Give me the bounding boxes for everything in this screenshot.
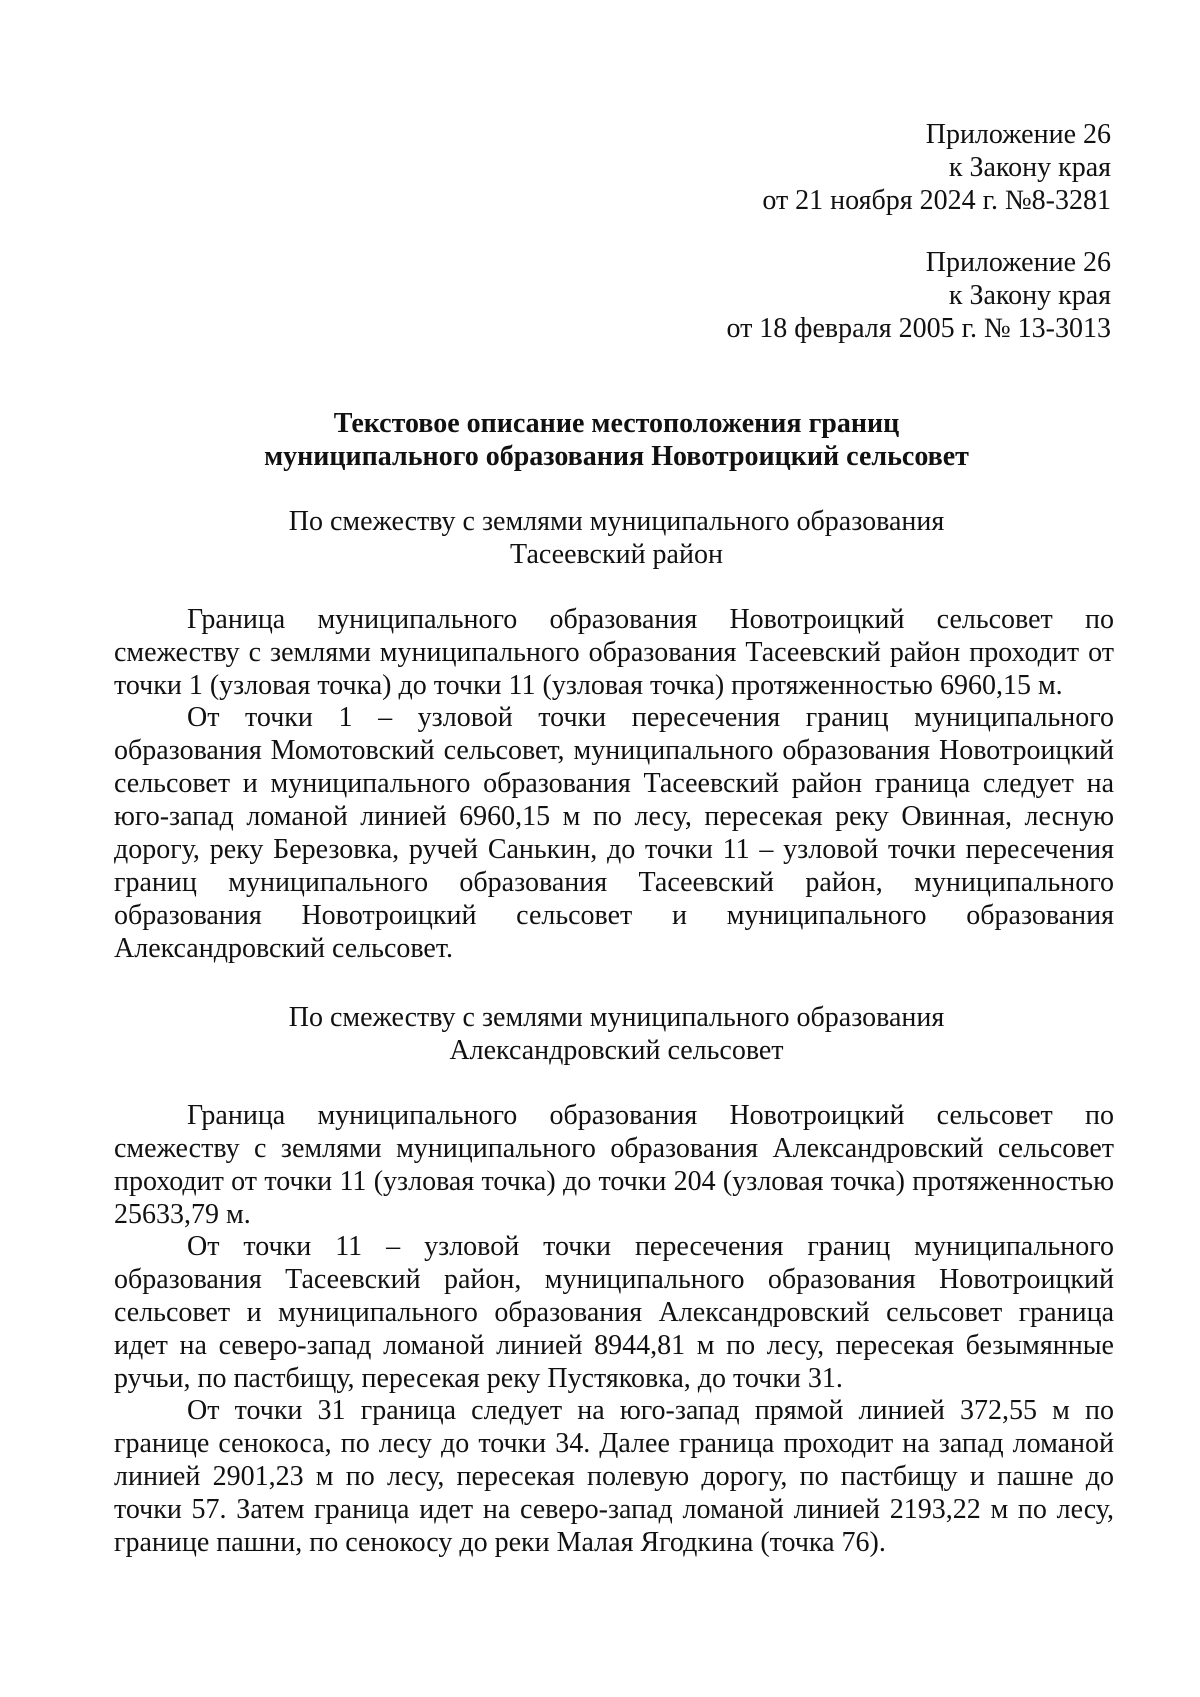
- title-line: муниципального образования Новотроицкий сельсовет: [264, 441, 969, 472]
- paragraph: От точки 11 – узловой точки пересечения границ муниципального образования Тасеевский район, муниципального образования Новотроицкий сельсовет и муниципального образования Александровский сельсовет граница идет на северо-запад ломаной линией 8944,81 м по лесу, пересекая безымянные ручьи, по пастбищу, пересекая реку Пустяковка, до точки 31.: [114, 1231, 1114, 1394]
- appendix-header-current: [762, 118, 1111, 217]
- paragraph: Граница муниципального образования Новотроицкий сельсовет по смежеству с землями муниципального образования Тасеевский район проходит от точки 1 (узловая точка) до точки 11 (узловая точка) протяженностью 6960,15 м.: [114, 604, 1114, 701]
- appendix-law-ref: к Закону края: [948, 280, 1111, 311]
- paragraph: Граница муниципального образования Новотроицкий сельсовет по смежеству с землями муниципального образования Александровский сельсовет проходит от точки 11 (узловая точка) до точки 204 (узловая точка) протяженностью 25633,79 м.: [114, 1100, 1114, 1230]
- appendix-number: Приложение 26: [925, 119, 1111, 150]
- appendix-number: Приложение 26: [925, 247, 1111, 278]
- section-heading-line: Александровский сельсовет: [449, 1035, 784, 1066]
- paragraph: От точки 1 – узловой точки пересечения границ муниципального образования Момотовский сельсовет, муниципального образования Новотроицкий сельсовет и муниципального образования Тасеевский район граница следует на юго-запад ломаной линией 6960,15 м по лесу, пересекая реку Овинная, лесную дорогу, реку Березовка, ручей Санькин, до точки 11 – узловой точки пересечения границ муниципального образования Тасеевский район, муниципального образования Новотроицкий сельсовет и муниципального образования Александровский сельсовет.: [114, 702, 1114, 964]
- section-heading-taseevsky: [120, 505, 1113, 571]
- section-heading-line: По смежеству с землями муниципального образования: [288, 1002, 945, 1033]
- appendix-law-date: от 18 февраля 2005 г. № 13-3013: [726, 313, 1111, 344]
- section-heading-line: Тасеевский район: [510, 539, 723, 570]
- appendix-header-original: [726, 246, 1111, 345]
- title-line: Текстовое описание местоположения границ: [333, 408, 900, 439]
- section-heading-aleksandrovsky: [120, 1001, 1113, 1067]
- appendix-law-ref: к Закону края: [948, 152, 1111, 183]
- section-heading-line: По смежеству с землями муниципального образования: [288, 506, 945, 537]
- paragraph: От точки 31 граница следует на юго-запад прямой линией 372,55 м по границе сенокоса, по лесу до точки 34. Далее граница проходит на запад ломаной линией 2901,23 м по лесу, пересекая полевую дорогу, по пастбищу и пашне до точки 57. Затем граница идет на северо-запад ломаной линией 2193,22 м по лесу, границе пашни, по сенокосу до реки Малая Ягодкина (точка 76).: [114, 1395, 1114, 1558]
- appendix-law-date: от 21 ноября 2024 г. №8-3281: [762, 185, 1111, 216]
- document-title: [120, 407, 1113, 473]
